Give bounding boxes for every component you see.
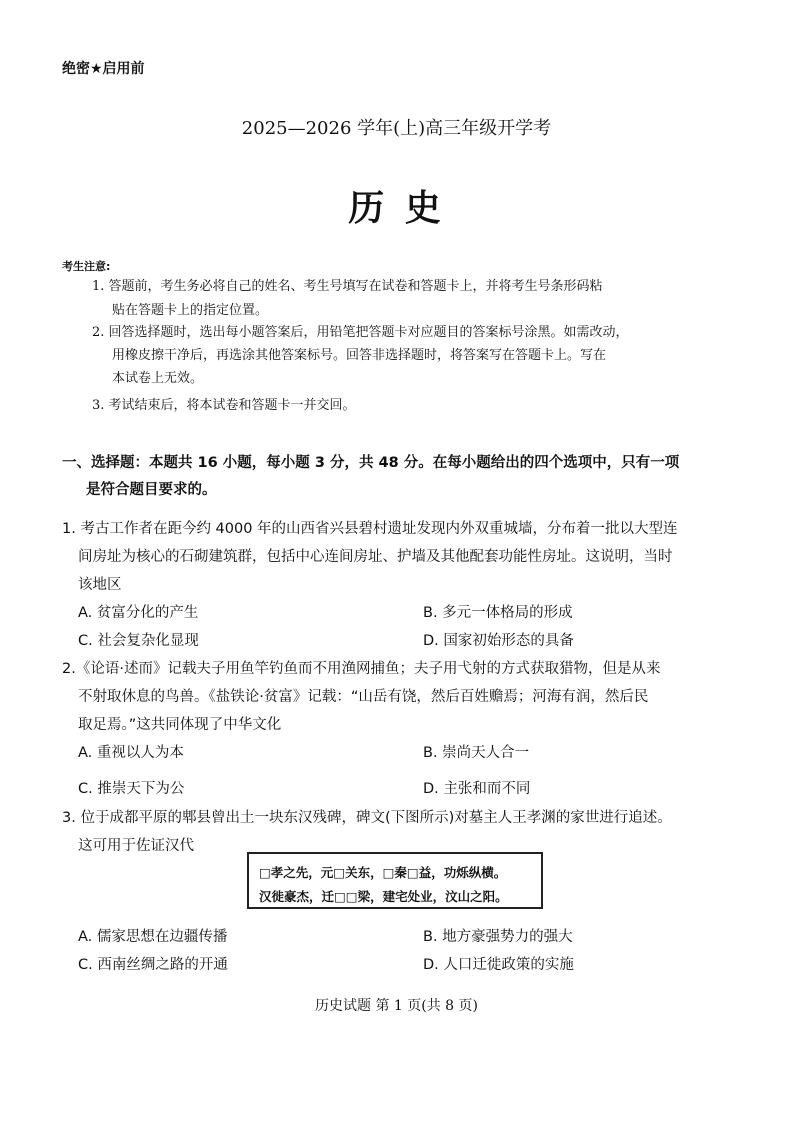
question-3-text: 3. 位于成都平原的郫县曾出土一块东汉残碑，碑文(下图所示)对墓主人王孝渊的家世进行追述。 — [62, 810, 672, 826]
stele-inscription-figure — [247, 852, 543, 909]
question-2-option-a[interactable]: A. 重视以人为本 — [78, 745, 184, 761]
inscription-line: □孝之先，元□关东，□秦□益，功烁纵横。 — [259, 865, 507, 880]
question-3-text: 这可用于佐证汉代 — [78, 838, 194, 854]
confidential-mark: 绝密★启用前 — [62, 61, 145, 77]
question-2-text: 不射取休息的鸟兽。《盐铁论·贫富》记载：“山岳有饶，然后百姓赡焉；河海有润，然后民 — [78, 689, 649, 705]
notice-line: 1. 答题前，考生务必将自己的姓名、考生号填写在试卷和答题卡上，并将考生号条形码粘 — [92, 279, 603, 294]
question-2-text: 取足焉。”这共同体现了中华文化 — [78, 717, 282, 733]
question-1-text: 间房址为核心的石砌建筑群，包括中心连间房址、护墙及其他配套功能性房址。这说明，当时 — [78, 549, 673, 565]
notice-line: 本试卷上无效。 — [112, 371, 204, 386]
exam-title: 2025—2026 学年(上)高三年级开学考 — [241, 118, 552, 139]
question-1-text: 该地区 — [78, 577, 122, 593]
question-1-option-a[interactable]: A. 贫富分化的产生 — [78, 605, 199, 621]
question-1-option-c[interactable]: C. 社会复杂化显现 — [78, 633, 199, 649]
page-footer: 历史试题 第 1 页(共 8 页) — [315, 998, 478, 1014]
subject-title: 历 史 — [348, 188, 445, 229]
notice-line: 贴在答题卡上的指定位置。 — [112, 303, 269, 318]
notice-line: 3. 考试结束后，将本试卷和答题卡一并交回。 — [92, 398, 356, 413]
question-2-option-d[interactable]: D. 主张和而不同 — [423, 781, 531, 797]
question-3-option-b[interactable]: B. 地方豪强势力的强大 — [423, 929, 573, 945]
inscription-line: 汉徙豪杰，迁□□梁，建宅处业，汶山之阳。 — [259, 889, 508, 904]
question-2-option-c[interactable]: C. 推崇天下为公 — [78, 781, 185, 797]
question-3-option-d[interactable]: D. 人口迁徙政策的实施 — [423, 957, 574, 973]
question-2-text: 2.《论语·述而》记载夫子用鱼竿钓鱼而不用渔网捕鱼；夫子用弋射的方式获取猎物，但是从来 — [62, 661, 661, 677]
question-1-option-b[interactable]: B. 多元一体格局的形成 — [423, 605, 573, 621]
section-heading-cont: 是符合题目要求的。 — [86, 482, 217, 498]
question-3-option-a[interactable]: A. 儒家思想在边疆传播 — [78, 929, 228, 945]
question-1-text: 1. 考古工作者在距今约 4000 年的山西省兴县碧村遗址发现内外双重城墙，分布着一批以大型连 — [62, 521, 678, 537]
question-1-option-d[interactable]: D. 国家初始形态的具备 — [423, 633, 574, 649]
notice-line: 用橡皮擦干净后，再选涂其他答案标号。回答非选择题时，将答案写在答题卡上。写在 — [112, 348, 607, 363]
question-2-option-b[interactable]: B. 崇尚天人合一 — [423, 745, 530, 761]
section-heading: 一、选择题：本题共 16 小题，每小题 3 分，共 48 分。在每小题给出的四个选项中，只有一项 — [62, 455, 680, 471]
question-3-option-c[interactable]: C. 西南丝绸之路的开通 — [78, 957, 228, 973]
notice-line: 2. 回答选择题时，选出每小题答案后，用铅笔把答题卡对应题目的答案标号涂黑。如需改动， — [92, 325, 629, 340]
notice-heading: 考生注意: — [62, 260, 111, 273]
